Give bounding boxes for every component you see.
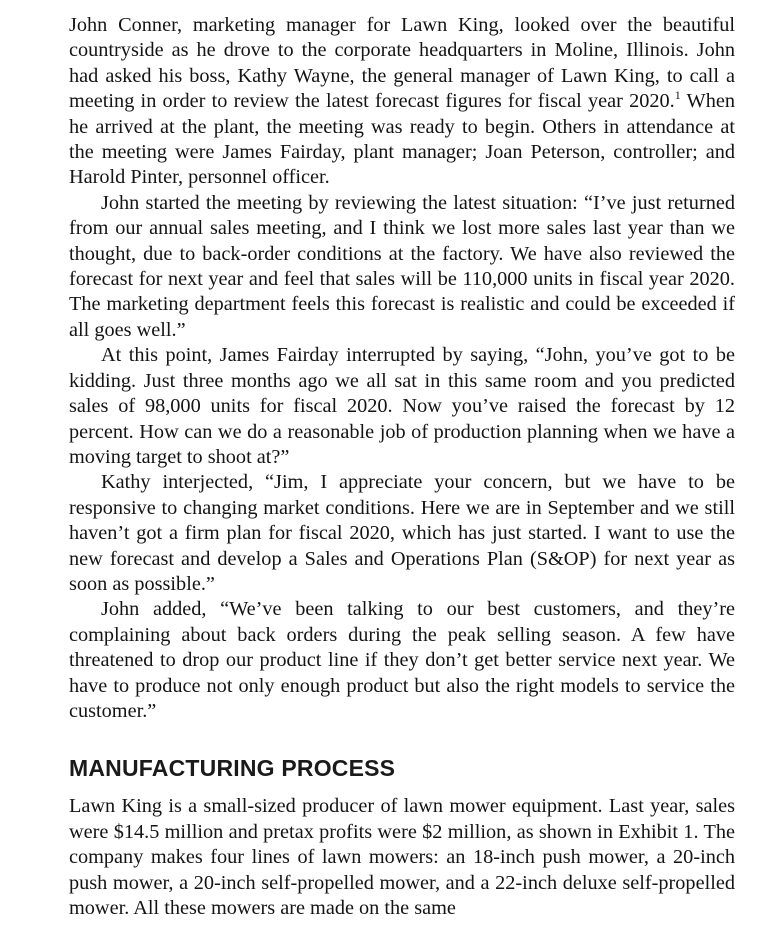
- paragraph-intro: [69, 13, 735, 191]
- section-heading: MANUFACTURING PROCESS: [69, 755, 396, 782]
- footnote-marker: 1: [674, 88, 681, 103]
- paragraph-fairday-interrupt: At this point, James Fairday interrupted by saying, “John, you’ve got to be kidding. Just three months ago we all sat in this same room and you predicted sales of 98,000 units for fiscal 2020. Now you’ve raised the forecast by 12 percent. How can we do a reasonable job of production planning when we have a moving target to shoot at?”: [69, 344, 735, 468]
- paragraph-intro-text-b: When he arrived at the plant, the meeting was ready to begin. Others in attendance at the meeting were James Fairday, plant manager; Joan Peterson, controller; and Harold Pinter, personnel officer.: [69, 90, 735, 189]
- paragraph-intro-text-a: John Conner, marketing manager for Lawn King, looked over the beautiful countryside as he drove to the corporate headquarters in Moline, Illinois. John had asked his boss, Kathy Wayne, the general manager of Lawn King, to call a meeting in order to review the latest forecast figures for fiscal year 2020.: [69, 14, 735, 113]
- paragraph-meeting-start: John started the meeting by reviewing the latest situation: “I’ve just returned from our annual sales meeting, and I think we lost more sales last year than we thought, due to back-order conditions at the factory. We have also reviewed the forecast for next year and feel that sales will be 110,000 units in fiscal year 2020. The marketing department feels this forecast is realistic and could be exceeded if all goes well.”: [69, 191, 735, 341]
- paragraph-manufacturing: Lawn King is a small-sized producer of lawn mower equipment. Last year, sales were $14.5 million and pretax profits were $2 million, as shown in Exhibit 1. The company makes four lines of lawn mowers: an 18-inch push mower, a 20-inch push mower, a 20-inch self-propelled mower, and a 22-inch deluxe self-propelled mower. All these mowers are made on the same: [69, 795, 735, 919]
- document-page: [69, 13, 735, 921]
- paragraph-john-added: John added, “We’ve been talking to our best customers, and they’re complaining about back orders during the peak selling season. A few have threatened to drop our product line if they don’t get better service next year. We have to produce not only enough product but also the right models to service the customer.”: [69, 598, 735, 722]
- paragraph-kathy-response: Kathy interjected, “Jim, I appreciate your concern, but we have to be responsive to changing market conditions. Here we are in September and we still haven’t got a firm plan for fiscal 2020, which has just started. I want to use the new forecast and develop a Sales and Operations Plan (S&OP) for next year as soon as possible.”: [69, 471, 735, 595]
